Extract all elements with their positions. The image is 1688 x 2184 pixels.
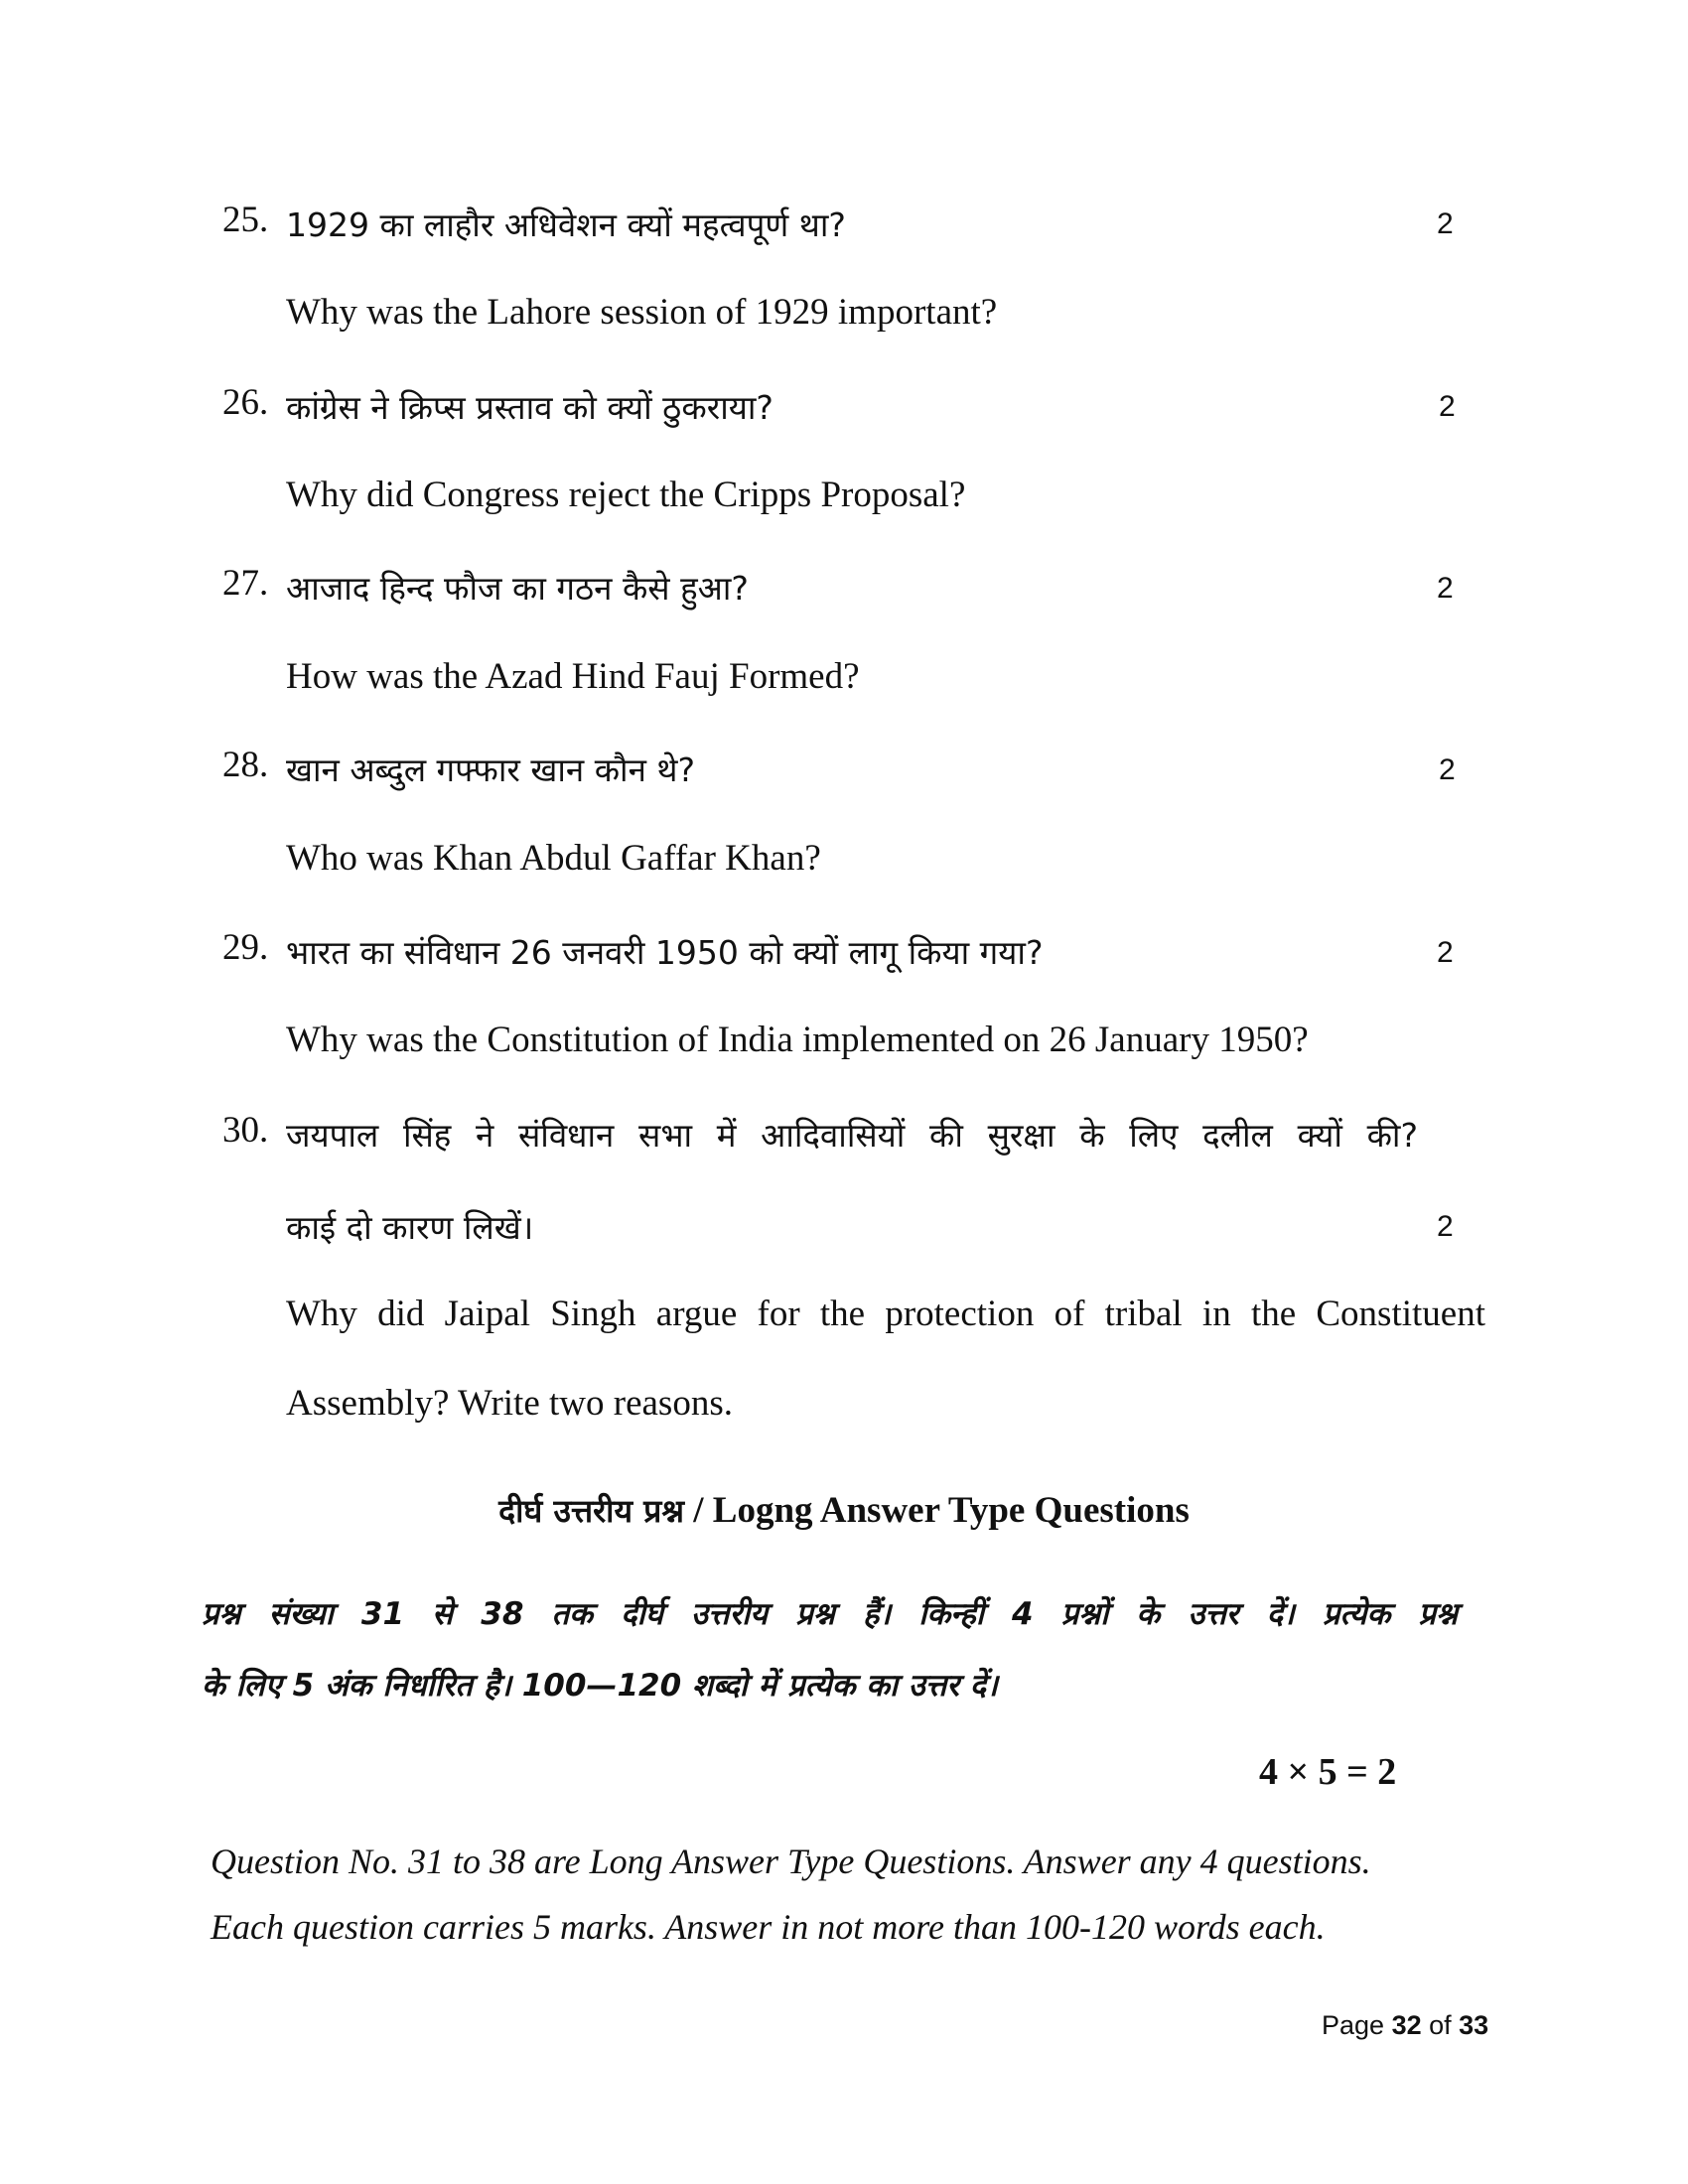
question-25-marks: 2 [1437,207,1454,240]
section-heading-english: Logng Answer Type Questions [712,1490,1190,1531]
question-30-marks: 2 [1437,1210,1454,1243]
question-29-marks: 2 [1437,936,1454,969]
question-27-hindi: आजाद हिन्द फौज का गठन कैसे हुआ? [286,569,749,608]
question-30-english-line1: Why did Jaipal Singh argue for the protection of tribal in the Constituent [286,1294,1485,1334]
question-28-english: Who was Khan Abdul Gaffar Khan? [286,838,821,879]
question-28-number: 28. [222,745,269,785]
question-29-hindi: भारत का संविधान 26 जनवरी 1950 को क्यों लागू किया गया? [286,933,1044,972]
question-28-hindi: खान अब्दुल गफ्फार खान कौन थे? [286,751,696,789]
instruction-english-line1: Question No. 31 to 38 are Long Answer Type Questions. Answer any 4 questions. [211,1842,1371,1881]
question-29-number: 29. [222,927,269,968]
question-27-marks: 2 [1437,572,1454,605]
instruction-hindi-line1: प्रश्न संख्या 31 से 38 तक दीर्घ उत्तरीय प्रश्न हैं। किन्हीं 4 प्रश्नों के उत्तर दें। प्रत्येक प्रश्न [202,1596,1458,1632]
question-26-number: 26. [222,382,269,423]
page-word: Page [1322,2010,1392,2040]
section-heading [0,1489,1688,1532]
question-30-number: 30. [222,1110,269,1151]
question-27-number: 27. [222,563,269,604]
total-pages: 33 [1459,2010,1489,2040]
section-heading-hindi: दीर्घ उत्तरीय प्रश्न [498,1492,684,1530]
question-25-number: 25. [222,200,269,240]
question-29-english: Why was the Constitution of India implemented on 26 January 1950? [286,1020,1309,1060]
question-25-hindi: 1929 का लाहौर अधिवेशन क्यों महत्वपूर्ण था? [286,205,846,244]
instruction-english-line2: Each question carries 5 marks. Answer in not more than 100-120 words each. [211,1907,1326,1947]
page-number [1322,2010,1488,2041]
question-30-hindi-line2: काई दो कारण लिखें। [286,1208,534,1247]
question-30-english-line2: Assembly? Write two reasons. [286,1383,733,1424]
question-25-english: Why was the Lahore session of 1929 important? [286,292,998,333]
question-30-hindi-line1: जयपाल सिंह ने संविधान सभा में आदिवासियों की सुरक्षा के लिए दलील क्यों की? [286,1116,1418,1155]
of-word: of [1421,2010,1460,2040]
question-27-english: How was the Azad Hind Fauj Formed? [286,656,860,697]
question-26-hindi: कांग्रेस ने क्रिप्स प्रस्ताव को क्यों ठुकराया? [286,388,774,427]
current-page: 32 [1391,2010,1422,2040]
question-28-marks: 2 [1439,753,1456,786]
question-26-marks: 2 [1439,390,1456,423]
question-26-english: Why did Congress reject the Cripps Proposal? [286,475,966,515]
instruction-hindi-line2: के लिए 5 अंक निर्धारित है। 100—120 शब्दो में प्रत्येक का उत्तर दें। [202,1668,998,1704]
section-heading-separator: / [684,1490,713,1531]
marks-formula: 4 × 5 = 2 [1259,1751,1397,1793]
